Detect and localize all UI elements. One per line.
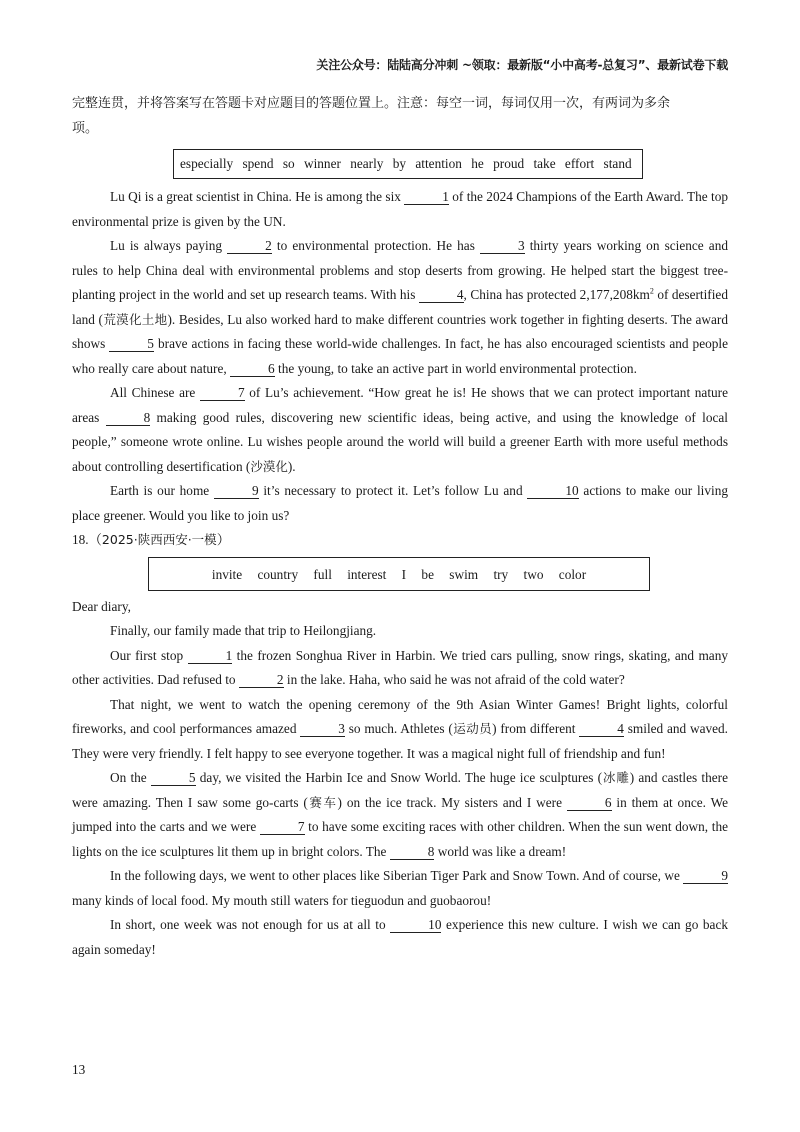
blank[interactable]: 1 bbox=[188, 649, 233, 664]
blank[interactable]: 9 bbox=[214, 484, 259, 499]
blank[interactable]: 7 bbox=[260, 820, 305, 835]
blank[interactable]: 8 bbox=[390, 845, 435, 860]
page-content bbox=[72, 92, 728, 962]
blank[interactable]: 2 bbox=[227, 239, 272, 254]
blank[interactable]: 4 bbox=[579, 722, 624, 737]
q17-paragraph-2: Lu is always paying 2 to environmental protection. He has 3 thirty years working on science and rules to help China deal with environmental problems and stop deserts from growing. He helped start the biggest tree-planting project in the world and set up research teams. With his 4, China has protected $2,177,208km^2$ of desertified land (荒漠化土地). Besides, Lu also worked hard to make different countries work together in fighting deserts. The award shows 5 brave actions in facing these world-wide challenges. In fact, he has also encouraged scientists and people who really care about nature, 6 the young, to take an active part in world environmental protection. bbox=[72, 238, 729, 376]
q18-heading: 18.（2025·陕西西安·一模） bbox=[72, 532, 230, 547]
blank[interactable]: 6 bbox=[230, 362, 275, 377]
blank[interactable]: 4 bbox=[419, 288, 464, 303]
blank[interactable]: 3 bbox=[480, 239, 525, 254]
blank[interactable]: 2 bbox=[239, 673, 284, 688]
page-number: 13 bbox=[72, 1062, 86, 1077]
blank[interactable]: 5 bbox=[109, 337, 154, 352]
word-bank-box: especially spend so winner nearly by attention he proud take effort stand bbox=[173, 149, 643, 179]
q18-paragraph-1: Finally, our family made that trip to Heilongjiang. bbox=[110, 623, 377, 638]
word-bank-box-2: invite country full interest I be swim try two color bbox=[148, 557, 650, 591]
blank[interactable]: 10 bbox=[390, 918, 441, 933]
blank[interactable]: 10 bbox=[527, 484, 578, 499]
q18-paragraph-4: On the 5 day, we visited the Harbin Ice and Snow World. The huge ice sculptures (冰雕) and castles there were amazing. Then I saw some go-carts (赛车) on the ice track. My sisters and I were 6 in them at once. We jumped into the carts and we were 7 to have some exciting races with other children. When the sun went down, the lights on the ice sculptures lit them up in bright colors. The 8 world was like a dream! bbox=[72, 770, 729, 859]
q17-paragraph-4: Earth is our home 9 it’s necessary to protect it. Let’s follow Lu and 10 actions to make our living place greener. Would you like to join us? bbox=[72, 483, 728, 523]
q18-paragraph-3: That night, we went to watch the opening ceremony of the 9th Asian Winter Games! Bright lights, colorful fireworks, and cool performances amazed 3 so much. Athletes (运动员) from different 4 smiled and waved. They were very friendly. I felt happy to see everyone together. It was a magical night full of friendship and fun! bbox=[72, 696, 728, 761]
blank[interactable]: 7 bbox=[200, 386, 245, 401]
page-header: 关注公众号：陆陆高分冲刺 ~领取：最新版“小中高考-总复习”、最新试卷下载 bbox=[316, 58, 728, 72]
instructions bbox=[72, 92, 728, 141]
salutation: Dear diary, bbox=[72, 598, 131, 614]
blank[interactable]: 8 bbox=[106, 411, 151, 426]
blank[interactable]: 5 bbox=[151, 771, 196, 786]
blank[interactable]: 1 bbox=[404, 190, 449, 205]
instructions-line-1: 完整连贯，并将答案写在答题卡对应题目的答题位置上。注意：每空一词，每词仅用一次，有两词为多余 bbox=[72, 96, 671, 111]
blank[interactable]: 3 bbox=[300, 722, 345, 737]
blank[interactable]: 6 bbox=[567, 796, 612, 811]
q17-paragraph-3: All Chinese are 7 of Lu’s achievement. “How great he is! He shows that we can protect important nature areas 8 making good rules, discovering new scientific ideas, being active, and using the knowledge of local people,” someone wrote online. Lu wishes people around the world will build a greener Earth with more useful methods about controlling desertification (沙漠化). bbox=[72, 385, 728, 474]
blank[interactable]: 9 bbox=[683, 869, 728, 884]
q18-paragraph-2: Our first stop 1 the frozen Songhua River in Harbin. We tried cars pulling, snow rings, skating, and many other activities. Dad refused to 2 in the lake. Haha, who said he was not afraid of the cold water? bbox=[72, 647, 728, 687]
q18-paragraph-6: In short, one week was not enough for us at all to 10 experience this new culture. I wish we can go back again someday! bbox=[72, 917, 729, 957]
superscript: 2 bbox=[649, 286, 654, 296]
instructions-line-2: 项。 bbox=[72, 120, 99, 136]
q17-paragraph-1: Lu Qi is a great scientist in China. He is among the six 1 of the 2024 Champions of the Earth Award. The top environmental prize is given by the UN. bbox=[72, 189, 729, 229]
q18-paragraph-5: In the following days, we went to other places like Siberian Tiger Park and Snow Town. And of course, we 9 many kinds of local food. My mouth still waters for tieguodun and guobaorou! bbox=[72, 868, 728, 908]
